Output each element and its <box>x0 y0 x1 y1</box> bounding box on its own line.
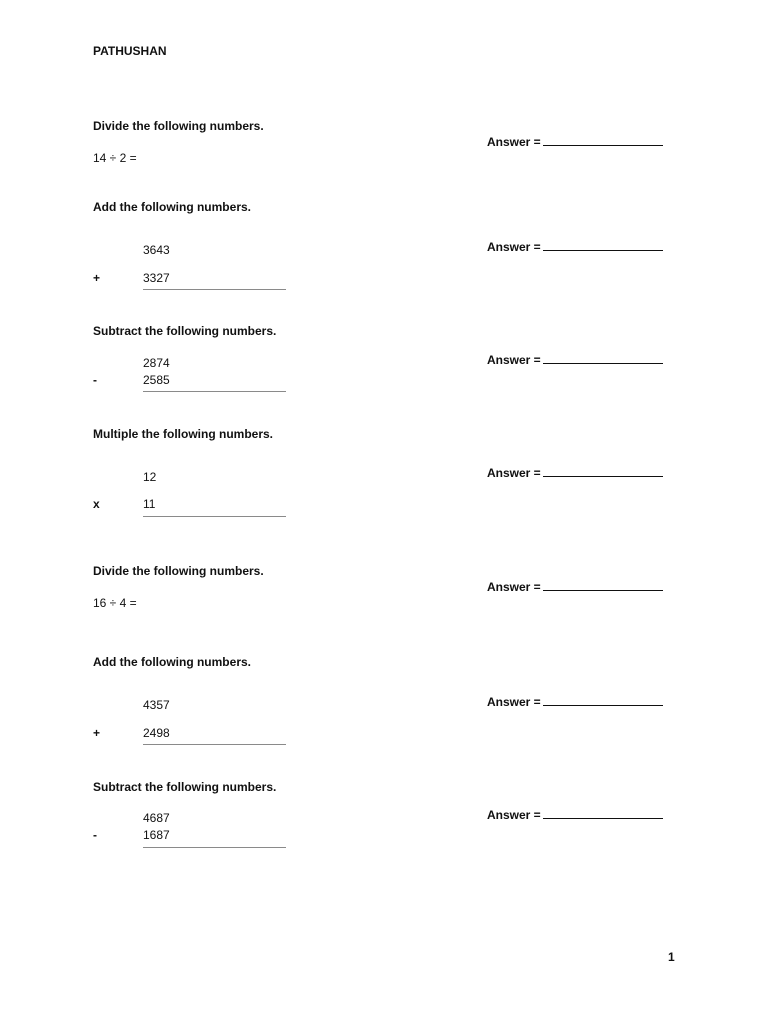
q7-operator: - <box>93 828 97 842</box>
q7-instruction: Subtract the following numbers. <box>93 780 277 794</box>
q6-answer-label: Answer = <box>487 695 541 709</box>
q4-answer-blank[interactable] <box>543 466 663 477</box>
q7-answer-blank[interactable] <box>543 808 663 819</box>
q3-bottom-number: 2585 <box>143 373 170 387</box>
q6-answer-blank[interactable] <box>543 695 663 706</box>
q6-top-number: 4357 <box>143 698 170 712</box>
q3-operator: - <box>93 373 97 387</box>
q7-bottom-number: 1687 <box>143 828 170 842</box>
q4-top-number: 12 <box>143 470 157 484</box>
q2-answer-label: Answer = <box>487 240 541 254</box>
q2-answer[interactable] <box>487 240 663 254</box>
q7-answer-label: Answer = <box>487 808 541 822</box>
q4-instruction: Multiple the following numbers. <box>93 427 273 441</box>
q1-answer-label: Answer = <box>487 135 541 149</box>
q2-sum-line <box>143 289 286 290</box>
q4-product-line <box>143 516 286 517</box>
q4-bottom-number: 11 <box>143 497 156 511</box>
page-number: 1 <box>668 950 675 964</box>
q5-answer-blank[interactable] <box>543 580 663 591</box>
q6-instruction: Add the following numbers. <box>93 655 251 669</box>
q1-expression: 14 ÷ 2 = <box>93 151 137 165</box>
q5-answer-label: Answer = <box>487 580 541 594</box>
q3-answer-blank[interactable] <box>543 353 663 364</box>
q4-answer[interactable] <box>487 466 663 480</box>
q3-instruction: Subtract the following numbers. <box>93 324 277 338</box>
q3-difference-line <box>143 391 286 392</box>
q7-difference-line <box>143 847 286 848</box>
q7-answer[interactable] <box>487 808 663 822</box>
q4-answer-label: Answer = <box>487 466 541 480</box>
q2-bottom-number: 3327 <box>143 271 170 285</box>
q3-answer-label: Answer = <box>487 353 541 367</box>
q6-sum-line <box>143 744 286 745</box>
q5-answer[interactable] <box>487 580 663 594</box>
q3-top-number: 2874 <box>143 356 170 370</box>
q2-top-number: 3643 <box>143 243 170 257</box>
q3-answer[interactable] <box>487 353 663 367</box>
student-name: PATHUSHAN <box>93 44 167 58</box>
q2-instruction: Add the following numbers. <box>93 200 251 214</box>
q1-instruction: Divide the following numbers. <box>93 119 264 133</box>
q6-answer[interactable] <box>487 695 663 709</box>
q1-answer-blank[interactable] <box>543 135 663 146</box>
q2-answer-blank[interactable] <box>543 240 663 251</box>
q7-top-number: 4687 <box>143 811 170 825</box>
q5-instruction: Divide the following numbers. <box>93 564 264 578</box>
q1-answer[interactable] <box>487 135 663 149</box>
q4-operator: x <box>93 497 100 511</box>
q6-operator: + <box>93 726 101 740</box>
q5-expression: 16 ÷ 4 = <box>93 596 137 610</box>
q6-bottom-number: 2498 <box>143 726 170 740</box>
q2-operator: + <box>93 271 101 285</box>
